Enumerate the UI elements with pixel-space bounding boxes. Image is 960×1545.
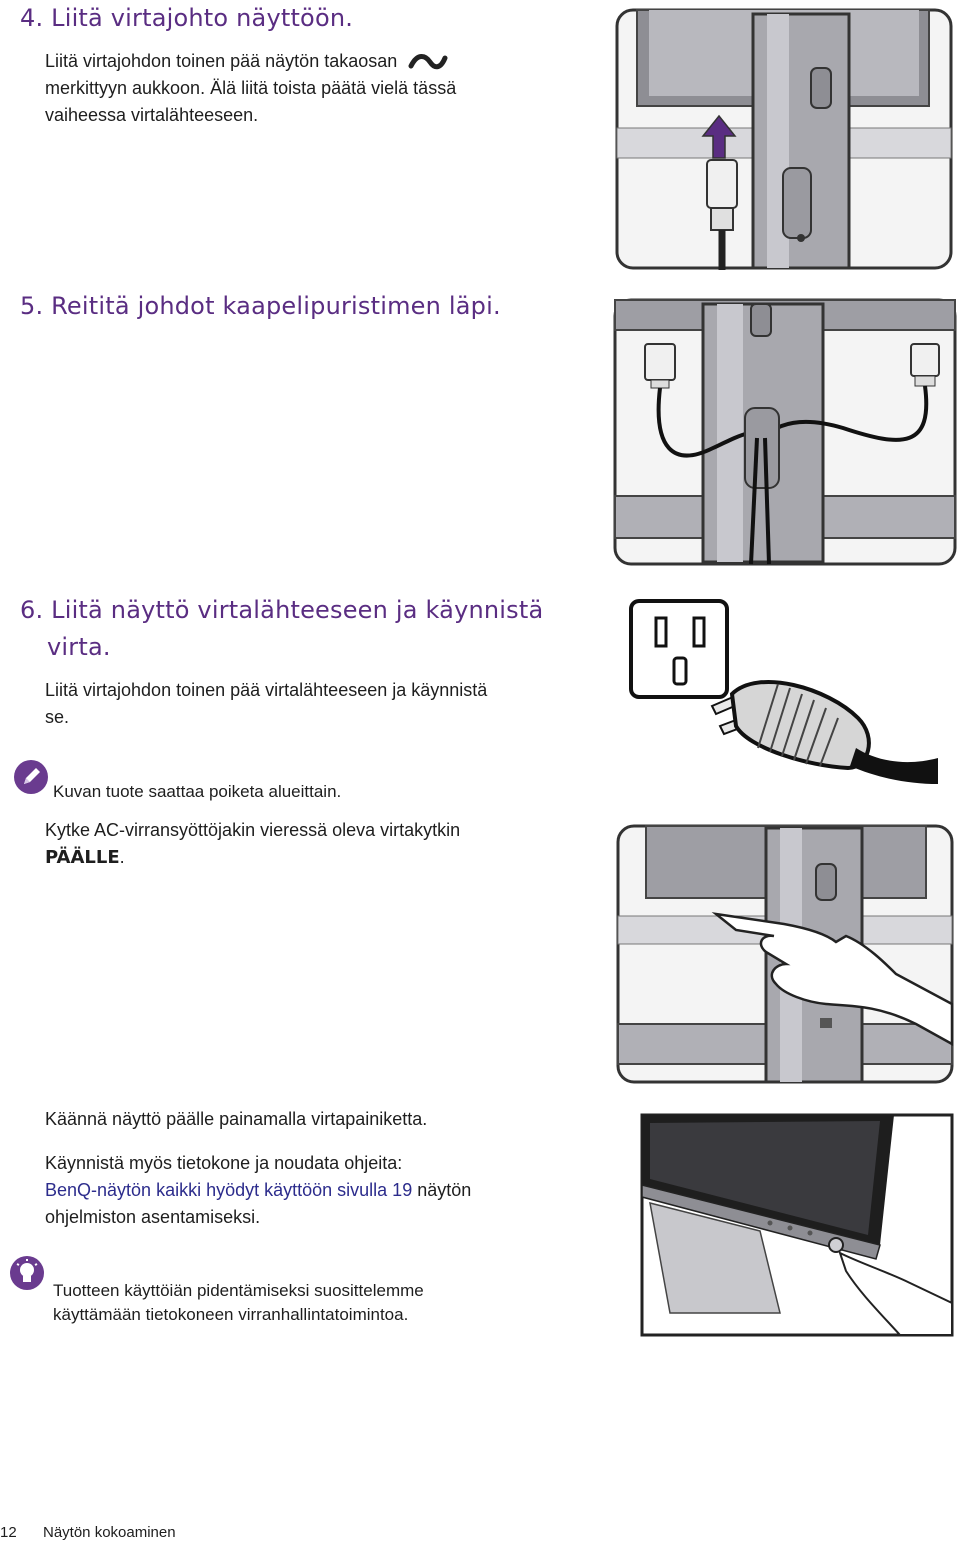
step4-text-line2: merkittyyn aukkoon. Älä liitä toista päätä vielä tässä	[45, 78, 457, 98]
lightbulb-icon	[10, 1256, 44, 1290]
step6-body-line1: Liitä virtajohdon toinen pää virtalähteeseen ja käynnistä	[45, 680, 488, 700]
software-install-link[interactable]: BenQ-näytön kaikki hyödyt käyttöön sivulla 19	[45, 1180, 413, 1200]
step6-heading-line1: 6. Liitä näyttö virtalähteeseen ja käynnistä	[20, 596, 544, 624]
step4-heading: 4. Liitä virtajohto näyttöön.	[20, 4, 354, 32]
computer-line3: ohjelmiston asentamiseksi.	[45, 1207, 261, 1227]
switch-state-label: PÄÄLLE	[45, 847, 120, 868]
computer-line1: Käynnistä myös tietokone ja noudata ohjeita:	[45, 1153, 403, 1173]
step6-heading-line2: virta.	[47, 633, 111, 661]
page-number: 12	[0, 1524, 17, 1541]
illustration-cable-routing	[613, 298, 957, 566]
illustration-wall-outlet	[628, 598, 940, 784]
illustration-power-switch	[616, 824, 954, 1084]
tip-line1: Tuotteen käyttöiän pidentämiseksi suosittelemme	[53, 1281, 424, 1300]
illustration-power-cord-back	[615, 8, 953, 270]
step4-text-line1	[45, 48, 448, 75]
illustration-monitor-power-button	[640, 1113, 954, 1337]
computer-line2	[45, 1177, 471, 1204]
power-on-text: Käännä näyttö päälle painamalla virtapainiketta.	[45, 1109, 428, 1129]
step4-line1: Liitä virtajohdon toinen pää näytön takaosan	[45, 51, 398, 71]
step5-heading: 5. Reititä johdot kaapelipuristimen läpi.	[20, 292, 501, 320]
switch-line2-end: .	[119, 847, 125, 867]
tip-line2: käyttämään tietokoneen virranhallintatoimintoa.	[53, 1305, 409, 1324]
footer-section-title: Näytön kokoaminen	[43, 1524, 176, 1541]
switch-line1: Kytke AC-virransyöttöjakin vieressä oleva virtakytkin	[45, 820, 461, 840]
step6-body-line2: se.	[45, 707, 70, 727]
note-text: Kuvan tuote saattaa poiketa alueittain.	[53, 782, 342, 801]
pencil-icon	[14, 760, 48, 794]
step4-text-line3: vaiheessa virtalähteeseen.	[45, 105, 259, 125]
switch-line2	[45, 844, 125, 871]
ac-tilde-icon	[408, 52, 448, 72]
computer-line2-after: näytön	[412, 1180, 472, 1200]
